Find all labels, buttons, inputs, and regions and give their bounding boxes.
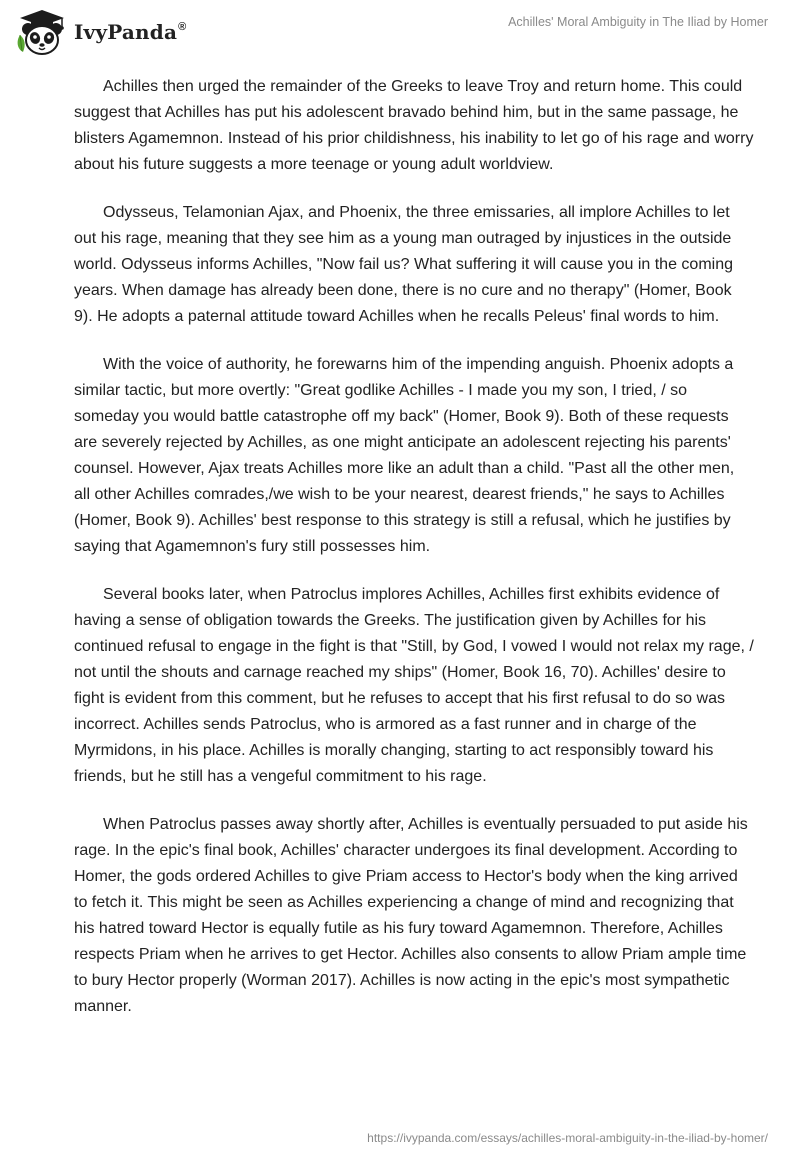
page-header: [0, 0, 800, 60]
registered-mark: ®: [178, 21, 187, 33]
ivypanda-logo[interactable]: [14, 7, 186, 57]
panda-graduate-icon: [14, 7, 70, 57]
paragraph: With the voice of authority, he forewarns him of the impending anguish. Phoenix adopts a similar tactic, but more overtly: "Great godlike Achilles - I made you my son, I tried, / so someday you would battle catastrophe off my back" (Homer, Book 9). Both of these requests are severely rejected by Achilles, as one might anticipate an adolescent rejecting his parents' counsel. However, Ajax treats Achilles more like an adult than a child. "Past all the other men, all other Achilles comrades,/we wish to be your nearest, dearest friends," he says to Achilles (Homer, Book 9). Achilles' best response to this strategy is still a refusal, which he justifies by saying that Agamemnon's fury still possesses him.: [74, 356, 735, 555]
paragraph: When Patroclus passes away shortly after, Achilles is eventually persuaded to put aside his rage. In the epic's final book, Achilles' character undergoes its final development. According to Homer, the gods ordered Achilles to give Priam access to Hector's body when the king arrived to fetch it. This might be seen as Achilles experiencing a change of mind and recognizing that his hatred toward Hector is equally futile as his fury toward Agamemnon. Therefore, Achilles respects Priam when he arrives to get Hector. Achilles also consents to allow Priam ample time to bury Hector properly (Worman 2017). Achilles is now acting in the epic's most sympathetic manner.: [74, 816, 748, 1015]
brand-name: [74, 20, 186, 44]
document-title: Achilles' Moral Ambiguity in The Iliad by Homer: [508, 15, 768, 29]
brand-label: IvyPanda: [74, 20, 178, 44]
essay-body: [74, 74, 754, 1042]
paragraph: Achilles then urged the remainder of the Greeks to leave Troy and return home. This could suggest that Achilles has put his adolescent bravado behind him, but in the same passage, he blisters Agamemnon. Instead of his prior childishness, his inability to let go of his rage and worry about his future suggests a more teenage or young adult worldview.: [74, 78, 754, 173]
source-url[interactable]: https://ivypanda.com/essays/achilles-moral-ambiguity-in-the-iliad-by-homer/: [367, 1131, 768, 1145]
paragraph: Several books later, when Patroclus implores Achilles, Achilles first exhibits evidence of having a sense of obligation towards the Greeks. The justification given by Achilles for his continued refusal to engage in the fight is that "Still, by God, I vowed I would not relax my rage, / not until the shouts and carnage reached my ships" (Homer, Book 16, 70). Achilles' desire to fight is evident from this comment, but he refuses to accept that his first refusal to do so was incorrect. Achilles sends Patroclus, who is armored as a fast runner and in charge of the Myrmidons, in his place. Achilles is morally changing, starting to act responsibly toward his friends, but he still has a vengeful commitment to his rage.: [74, 586, 754, 785]
paragraph: Odysseus, Telamonian Ajax, and Phoenix, the three emissaries, all implore Achilles to let out his rage, meaning that they see him as a young man outraged by injustices in the outside world. Odysseus informs Achilles, "Now fail us? What suffering it will cause you in the coming years. When damage has already been done, there is no cure and no therapy" (Homer, Book 9). He adopts a paternal attitude toward Achilles when he recalls Peleus' final words to him.: [74, 204, 733, 325]
